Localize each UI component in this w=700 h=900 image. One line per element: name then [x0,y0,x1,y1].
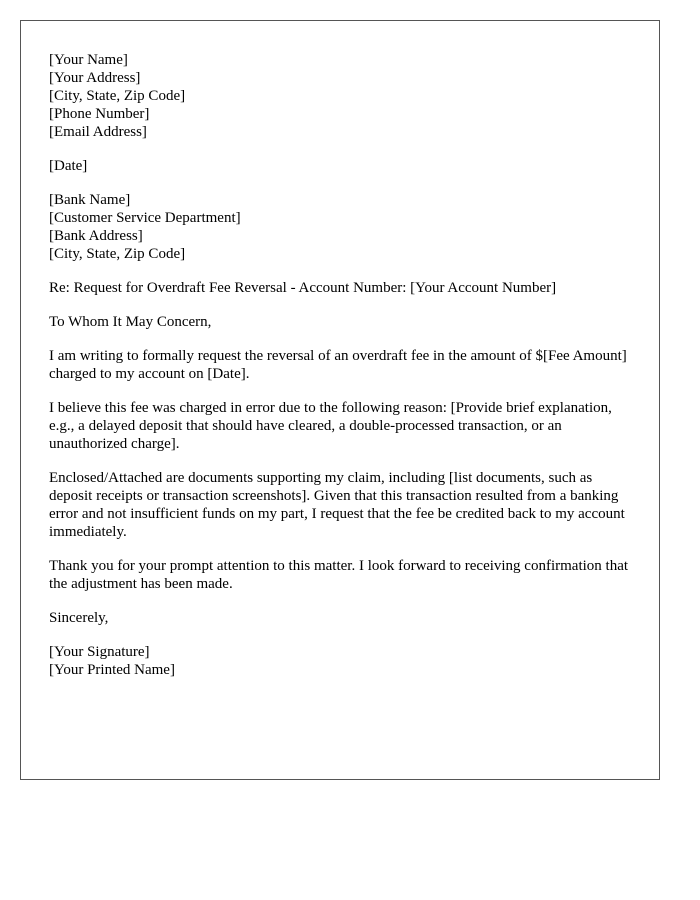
recipient-bank-address: [Bank Address] [49,228,143,244]
recipient-department: [Customer Service Department] [49,210,241,226]
salutation-text: To Whom It May Concern, [49,314,212,330]
body-paragraph-3: Enclosed/Attached are documents supporting my claim, including [list documents, such as deposit receipts or transaction screenshots]. Given that this transaction resulted from a banking error and not insufficient funds on my part, I request that the fee be credited back to my account immediately. [49,470,625,540]
sender-email: [Email Address] [49,124,147,140]
subject-line [49,279,631,297]
signature-block [49,643,631,679]
body-paragraph-1: I am writing to formally request the reversal of an overdraft fee in the amount of $[Fee Amount] charged to my account on [Date]. [49,348,627,382]
recipient-bank-name: [Bank Name] [49,192,131,208]
sender-phone: [Phone Number] [49,106,150,122]
subject-text: Re: Request for Overdraft Fee Reversal - Account Number: [Your Account Number] [49,280,557,296]
sender-city-state-zip: [City, State, Zip Code] [49,88,186,104]
closing-text: Sincerely, [49,610,109,626]
date-block [49,157,631,175]
recipient-address-block [49,191,631,263]
sender-name: [Your Name] [49,52,128,68]
letter-date: [Date] [49,158,88,174]
letter-page [20,20,660,780]
body-paragraph-4: Thank you for your prompt attention to this matter. I look forward to receiving confirmation that the adjustment has been made. [49,558,629,592]
closing [49,609,631,627]
printed-name-line: [Your Printed Name] [49,662,175,678]
body-paragraph-2: I believe this fee was charged in error due to the following reason: [Provide brief explanation, e.g., a delayed deposit that should have cleared, a double-processed transaction, or an unauthorized charge]. [49,400,612,452]
signature-line: [Your Signature] [49,644,150,660]
recipient-city-state-zip: [City, State, Zip Code] [49,246,186,262]
sender-address: [Your Address] [49,70,141,86]
sender-address-block [49,51,631,141]
salutation [49,313,631,331]
